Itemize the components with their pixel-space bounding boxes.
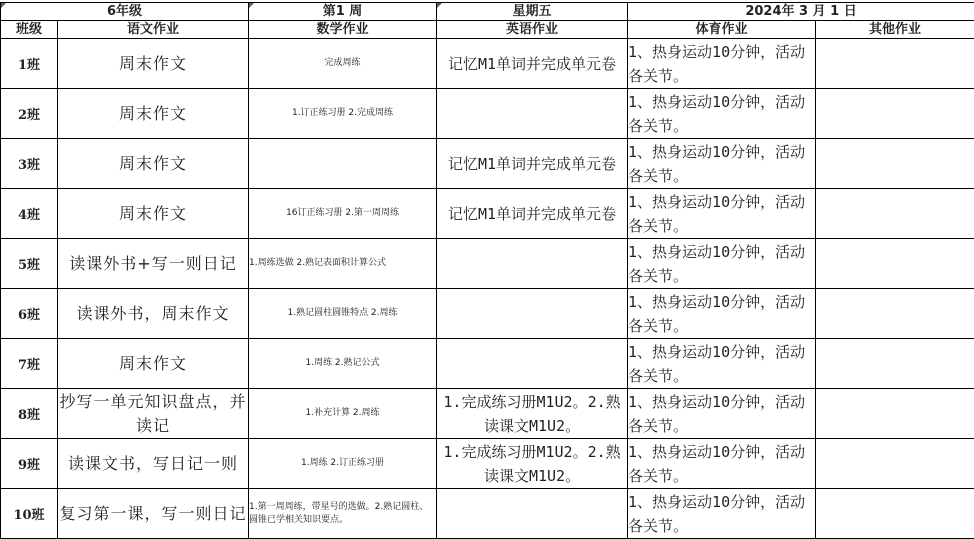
- pe-homework-cell[interactable]: 1、热身运动10分钟，活动各关节。: [628, 89, 816, 139]
- english-homework-cell[interactable]: 1.完成练习册M1U2。2.熟读课文M1U2。: [437, 439, 628, 489]
- header-pe[interactable]: 体育作业: [628, 21, 816, 39]
- english-homework-cell[interactable]: 记忆M1单词并完成单元卷: [437, 39, 628, 89]
- english-homework-cell[interactable]: [437, 289, 628, 339]
- chinese-homework-cell[interactable]: 读课文书，写日记一则: [58, 439, 249, 489]
- class-cell[interactable]: 7班: [1, 339, 58, 389]
- class-cell[interactable]: 1班: [1, 39, 58, 89]
- header-math[interactable]: 数学作业: [249, 21, 437, 39]
- table-row: [1, 89, 974, 139]
- math-homework-cell[interactable]: [249, 139, 437, 189]
- column-header-row: [1, 21, 974, 39]
- chinese-homework-cell[interactable]: 周末作文: [58, 339, 249, 389]
- table-row: [1, 239, 974, 289]
- class-cell[interactable]: 6班: [1, 289, 58, 339]
- table-row: [1, 189, 974, 239]
- pe-homework-cell[interactable]: 1、热身运动10分钟，活动各关节。: [628, 389, 816, 439]
- header-other[interactable]: 其他作业: [816, 21, 974, 39]
- grade-cell[interactable]: 6年级: [1, 3, 249, 21]
- math-homework-cell[interactable]: 1.周练 2.订正练习册: [249, 439, 437, 489]
- chinese-homework-cell[interactable]: 读课外书+写一则日记: [58, 239, 249, 289]
- math-homework-cell[interactable]: 1.订正练习册 2.完成周练: [249, 89, 437, 139]
- other-homework-cell[interactable]: [816, 489, 974, 539]
- pe-homework-cell[interactable]: 1、热身运动10分钟，活动各关节。: [628, 489, 816, 539]
- english-homework-cell[interactable]: [437, 489, 628, 539]
- class-cell[interactable]: 2班: [1, 89, 58, 139]
- table-row: [1, 489, 974, 539]
- cell-marker-icon: [1, 3, 6, 8]
- math-homework-cell[interactable]: 1.周练选做 2.熟记表面积计算公式: [249, 239, 437, 289]
- english-homework-cell[interactable]: [437, 89, 628, 139]
- chinese-homework-cell[interactable]: 周末作文: [58, 139, 249, 189]
- pe-homework-cell[interactable]: 1、热身运动10分钟，活动各关节。: [628, 239, 816, 289]
- pe-homework-cell[interactable]: 1、热身运动10分钟，活动各关节。: [628, 39, 816, 89]
- class-cell[interactable]: 5班: [1, 239, 58, 289]
- pe-homework-cell[interactable]: 1、热身运动10分钟，活动各关节。: [628, 189, 816, 239]
- other-homework-cell[interactable]: [816, 289, 974, 339]
- other-homework-cell[interactable]: [816, 439, 974, 489]
- chinese-homework-cell[interactable]: 读课外书，周末作文: [58, 289, 249, 339]
- header-class[interactable]: 班级: [1, 21, 58, 39]
- title-row: [1, 3, 974, 21]
- table-row: [1, 389, 974, 439]
- pe-homework-cell[interactable]: 1、热身运动10分钟，活动各关节。: [628, 439, 816, 489]
- math-homework-cell[interactable]: 1.熟记圆柱圆锥特点 2.周练: [249, 289, 437, 339]
- header-chinese[interactable]: 语文作业: [58, 21, 249, 39]
- chinese-homework-cell[interactable]: 周末作文: [58, 39, 249, 89]
- math-homework-cell[interactable]: 1.补充计算 2.周练: [249, 389, 437, 439]
- class-cell[interactable]: 4班: [1, 189, 58, 239]
- class-cell[interactable]: 10班: [1, 489, 58, 539]
- cell-marker-icon: [437, 3, 442, 8]
- other-homework-cell[interactable]: [816, 39, 974, 89]
- class-cell[interactable]: 3班: [1, 139, 58, 189]
- english-homework-cell[interactable]: 记忆M1单词并完成单元卷: [437, 189, 628, 239]
- math-homework-cell[interactable]: 完成周练: [249, 39, 437, 89]
- chinese-homework-cell[interactable]: 抄写一单元知识盘点，并读记: [58, 389, 249, 439]
- table-row: [1, 289, 974, 339]
- table-row: [1, 439, 974, 489]
- math-homework-cell[interactable]: 1.周练 2.熟记公式: [249, 339, 437, 389]
- other-homework-cell[interactable]: [816, 139, 974, 189]
- other-homework-cell[interactable]: [816, 89, 974, 139]
- class-cell[interactable]: 9班: [1, 439, 58, 489]
- table-row: [1, 139, 974, 189]
- english-homework-cell[interactable]: 1.完成练习册M1U2。2.熟读课文M1U2。: [437, 389, 628, 439]
- english-homework-cell[interactable]: [437, 239, 628, 289]
- other-homework-cell[interactable]: [816, 339, 974, 389]
- chinese-homework-cell[interactable]: 复习第一课，写一则日记: [58, 489, 249, 539]
- english-homework-cell[interactable]: 记忆M1单词并完成单元卷: [437, 139, 628, 189]
- homework-table: [0, 2, 974, 539]
- cell-marker-icon: [249, 3, 254, 8]
- class-cell[interactable]: 8班: [1, 389, 58, 439]
- table-row: [1, 339, 974, 389]
- other-homework-cell[interactable]: [816, 389, 974, 439]
- other-homework-cell[interactable]: [816, 239, 974, 289]
- chinese-homework-cell[interactable]: 周末作文: [58, 89, 249, 139]
- english-homework-cell[interactable]: [437, 339, 628, 389]
- table-row: [1, 39, 974, 89]
- date-cell[interactable]: 2024年 3 月 1 日: [628, 3, 974, 21]
- pe-homework-cell[interactable]: 1、热身运动10分钟，活动各关节。: [628, 339, 816, 389]
- week-cell[interactable]: 第1 周: [249, 3, 437, 21]
- pe-homework-cell[interactable]: 1、热身运动10分钟，活动各关节。: [628, 289, 816, 339]
- math-homework-cell[interactable]: 1.第一周周练，带星号的选做。2.熟记圆柱、圆锥已学相关知识要点。: [249, 489, 437, 539]
- pe-homework-cell[interactable]: 1、热身运动10分钟，活动各关节。: [628, 139, 816, 189]
- math-homework-cell[interactable]: 16订正练习册 2.第一周周练: [249, 189, 437, 239]
- weekday-cell[interactable]: 星期五: [437, 3, 628, 21]
- chinese-homework-cell[interactable]: 周末作文: [58, 189, 249, 239]
- header-english[interactable]: 英语作业: [437, 21, 628, 39]
- other-homework-cell[interactable]: [816, 189, 974, 239]
